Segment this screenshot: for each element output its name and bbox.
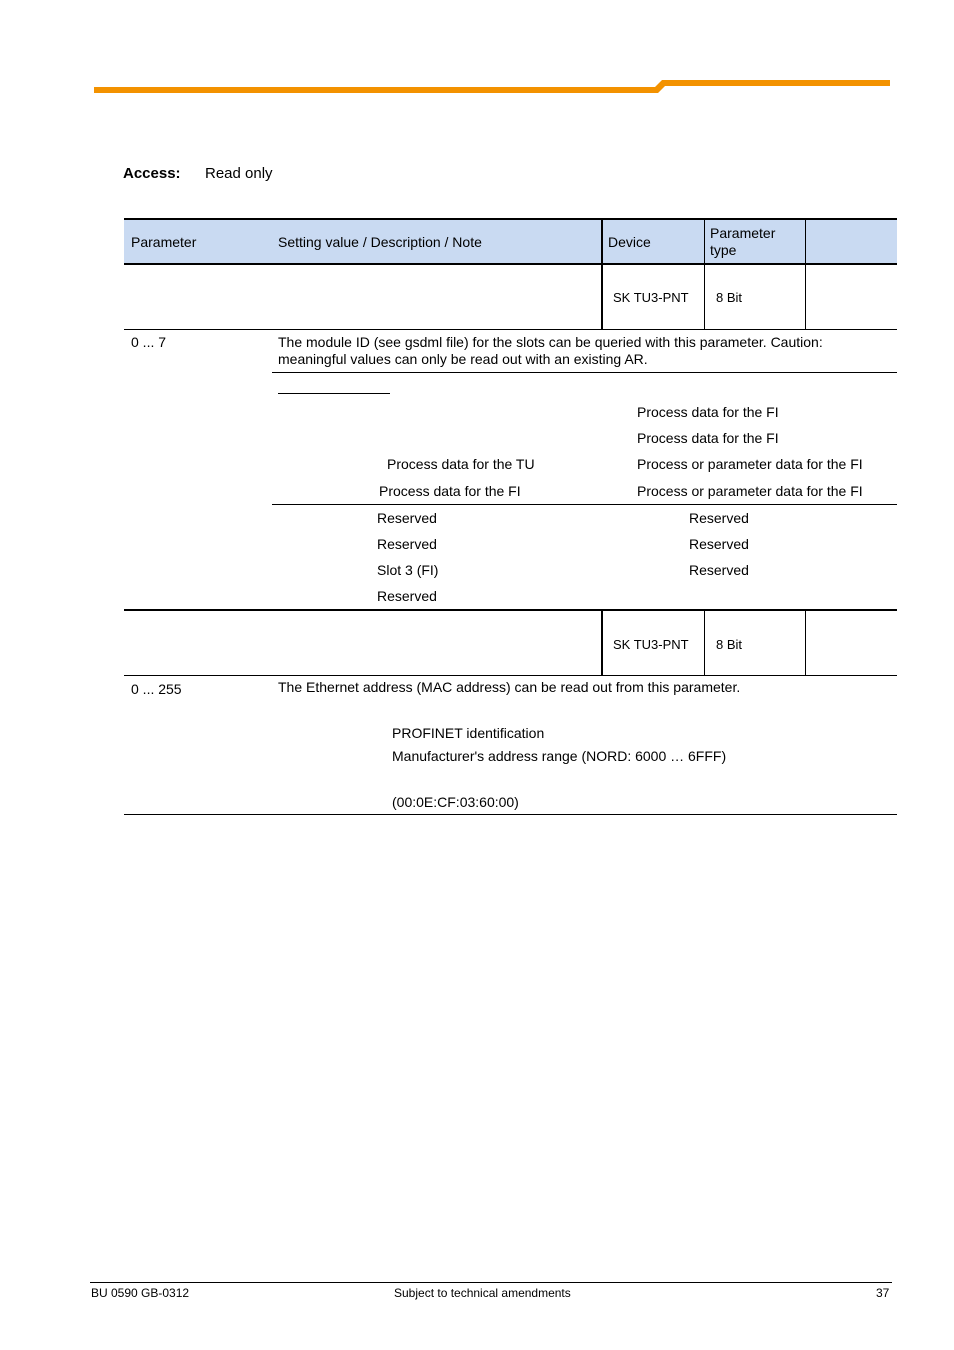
access-value: Read only	[205, 165, 273, 182]
slot-left: Reserved	[377, 536, 437, 552]
row2-header-bottom	[124, 675, 897, 676]
table-header-bottom-border	[124, 263, 897, 265]
col-header-description: Setting value / Description / Note	[278, 234, 482, 250]
row1-bottom-border	[124, 609, 897, 611]
row2-range: 0 ... 255	[131, 681, 182, 697]
row2-divider-b	[704, 611, 705, 675]
footer-rule	[90, 1282, 892, 1283]
row2-device: SK TU3-PNT	[613, 637, 689, 652]
slot-left: Reserved	[377, 510, 437, 526]
mid-item: Process data for the TU	[387, 456, 535, 472]
footer-doc-id: BU 0590 GB-0312	[91, 1286, 190, 1300]
footer-page-number: 37	[876, 1286, 890, 1300]
slot-left: Reserved	[377, 588, 437, 604]
row1-divider-a	[601, 220, 603, 329]
row2-description: The Ethernet address (MAC address) can be read out from this parameter.	[278, 679, 741, 695]
row2-param-type: 8 Bit	[716, 637, 743, 652]
row1-range: 0 ... 7	[131, 334, 167, 350]
col-header-param-type: Parameter type	[710, 225, 776, 258]
col-header-parameter: Parameter	[131, 234, 197, 250]
right-item: Process or parameter data for the FI	[637, 456, 863, 472]
row2-divider-a	[601, 611, 603, 675]
row1-param-type: 8 Bit	[716, 290, 743, 305]
right-item: Process data for the FI	[637, 404, 779, 420]
header-accent-shape	[94, 80, 890, 93]
row2-detail: (00:0E:CF:03:60:00)	[392, 794, 519, 810]
col-header-device: Device	[608, 234, 651, 250]
row1-slot-divider	[272, 504, 897, 505]
slot-right: Reserved	[689, 536, 749, 552]
slot-right: Reserved	[689, 562, 749, 578]
row1-desc-divider	[272, 372, 897, 373]
row1-divider-c	[805, 220, 806, 329]
access-label: Access:	[123, 165, 181, 182]
row1-divider-b	[704, 220, 705, 329]
right-item: Process or parameter data for the FI	[637, 483, 863, 499]
row1-short-underline	[278, 393, 390, 394]
header-accent-bar	[0, 0, 954, 100]
footer-notice: Subject to technical amendments	[394, 1286, 571, 1300]
slot-left: Slot 3 (FI)	[377, 562, 439, 578]
row1-header-bottom	[124, 329, 897, 330]
row1-device: SK TU3-PNT	[613, 290, 689, 305]
row2-detail: PROFINET identification	[392, 725, 545, 741]
row2-detail: Manufacturer's address range (NORD: 6000 … 6FFF)	[392, 748, 727, 764]
row1-description: The module ID (see gsdml file) for the slots can be queried with this parameter. Caution:	[278, 334, 823, 350]
mid-item: Process data for the FI	[379, 483, 521, 499]
table-bottom-border	[124, 814, 897, 815]
slot-right: Reserved	[689, 510, 749, 526]
table-top-border	[124, 218, 897, 220]
right-item: Process data for the FI	[637, 430, 779, 446]
row2-divider-c	[805, 611, 806, 675]
row1-description-line2: meaningful values can only be read out with an existing AR.	[278, 351, 648, 367]
